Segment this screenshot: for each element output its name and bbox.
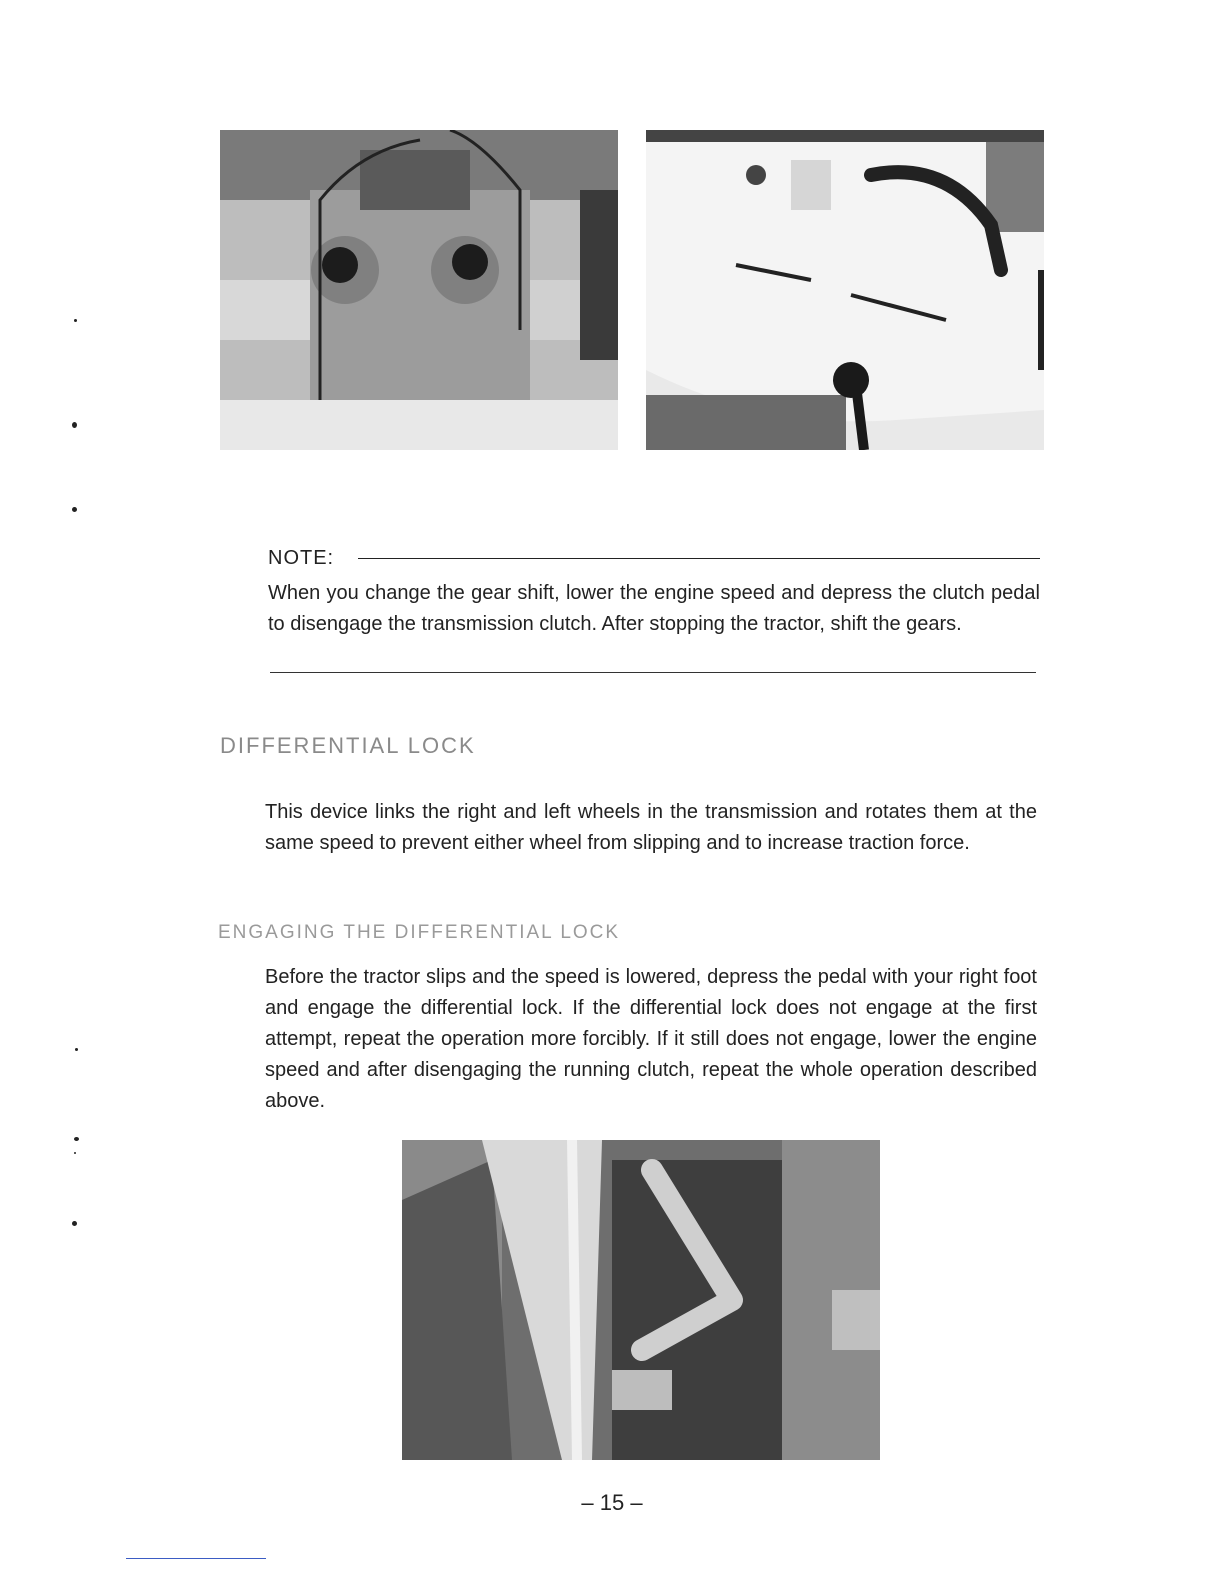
page-number: – 15 – <box>581 1490 643 1515</box>
scan-speck <box>72 422 77 428</box>
note-label: NOTE: <box>268 547 335 569</box>
section-body: This device links the right and left wheels in the transmission and rotates them at the same speed to prevent either wheel from slipping and to increase traction force. <box>265 801 1037 854</box>
note-text: When you change the gear shift, lower the engine speed and depress the clutch pedal to disengage the transmission clutch. After stopping the tractor, shift the gears. <box>268 582 1040 635</box>
subsection-body: Before the tractor slips and the speed is lowered, depress the pedal with your right foot and engage the differential lock. If the differential lock does not engage at the first attempt, repeat the operation more forcibly. If it still does not engage, lower the engine speed and after disengaging the running clutch, repeat the whole operation described above. <box>265 966 1037 1112</box>
scan-speck <box>74 1152 76 1154</box>
gear-levers-illustration <box>220 130 618 450</box>
gear-levers-photo <box>220 130 618 450</box>
scan-speck <box>72 1221 77 1226</box>
note-divider-top <box>358 558 1040 559</box>
scan-speck <box>74 1137 79 1141</box>
shift-panel-photo <box>646 130 1044 450</box>
scan-speck <box>72 507 77 512</box>
scan-speck <box>74 319 77 322</box>
scan-speck <box>75 1048 78 1051</box>
diff-lock-pedal-illustration <box>402 1140 880 1460</box>
shift-panel-illustration <box>646 130 1044 450</box>
subsection-title: ENGAGING THE DIFFERENTIAL LOCK <box>218 922 621 943</box>
section-title: DIFFERENTIAL LOCK <box>220 733 476 758</box>
diff-lock-pedal-photo <box>402 1140 880 1460</box>
note-divider-bottom <box>270 672 1036 673</box>
footer-line <box>126 1558 266 1559</box>
